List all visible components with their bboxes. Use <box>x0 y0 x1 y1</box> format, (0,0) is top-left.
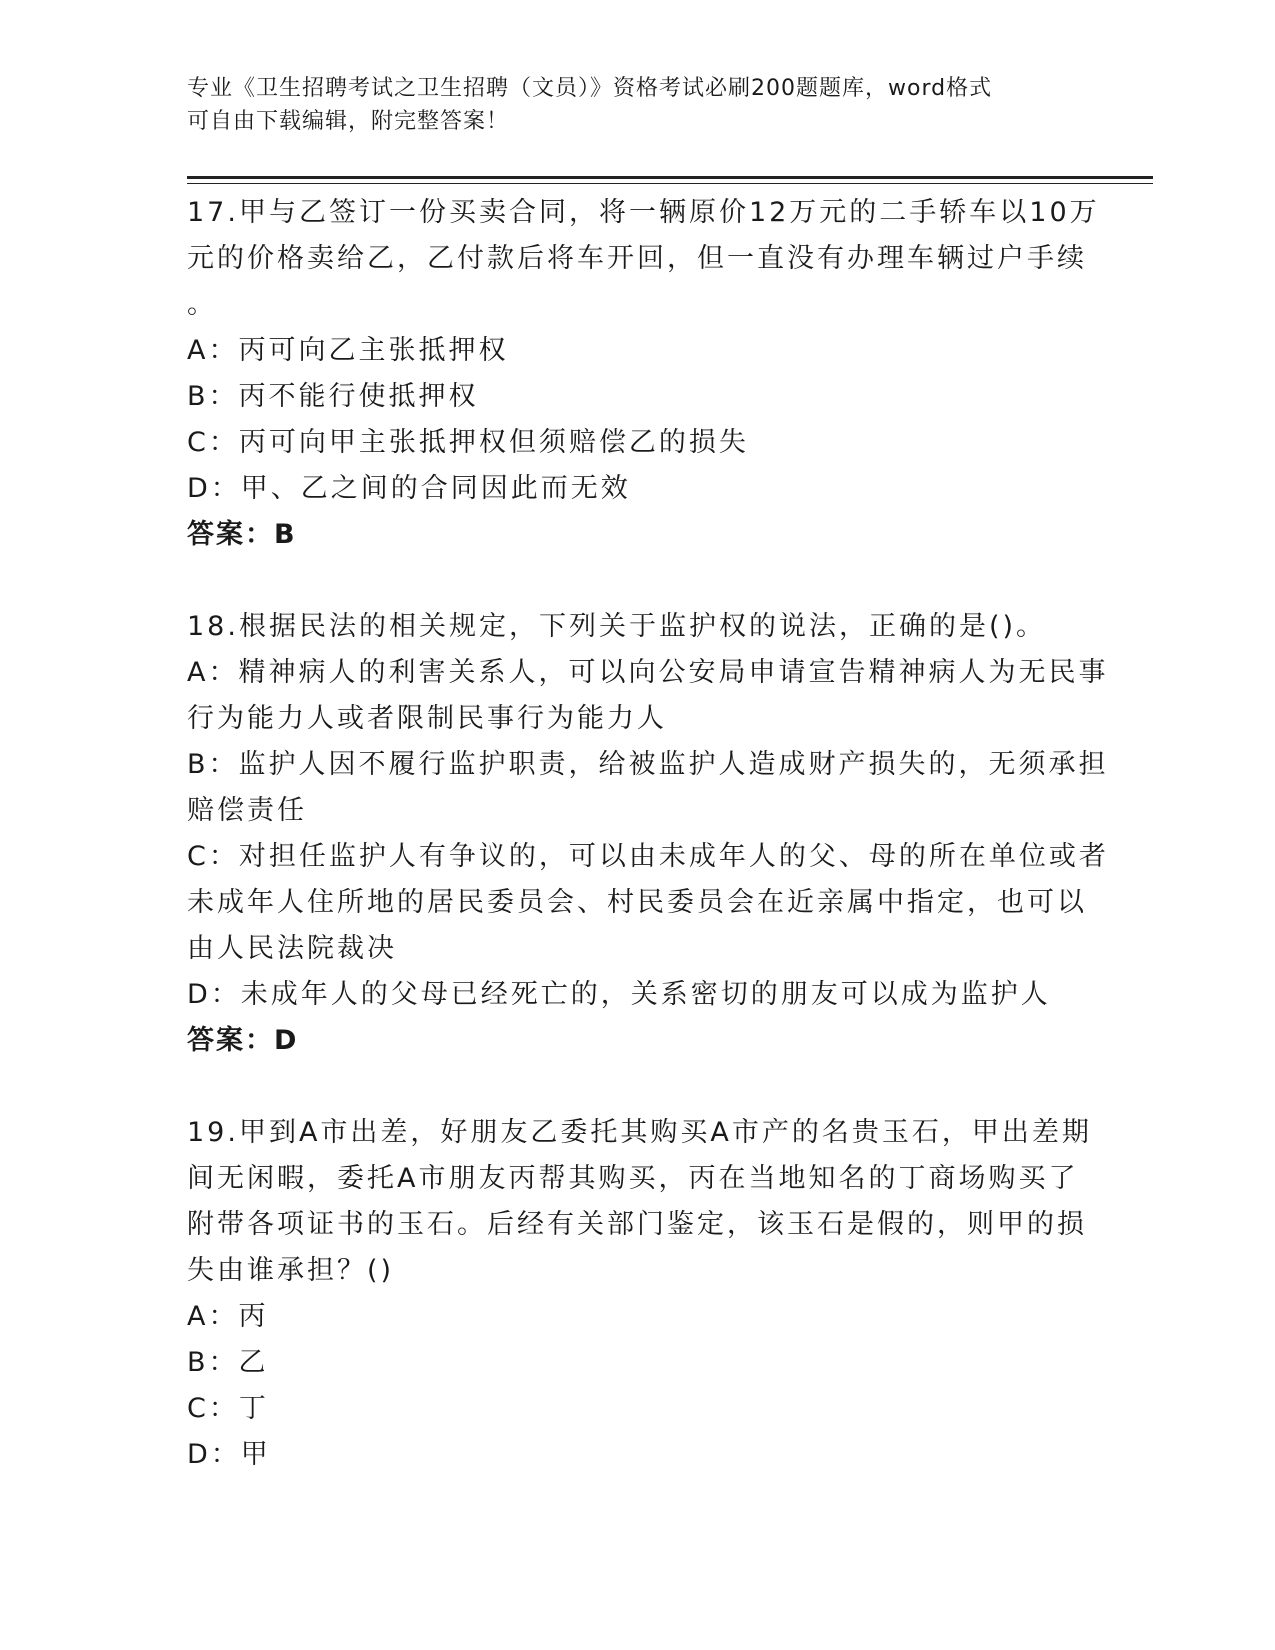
option-line: A：精神病人的利害关系人，可以向公安局申请宣告精神病人为无民事 <box>187 657 1109 688</box>
answer-line: 答案：B <box>187 519 297 550</box>
option-line: 未成年人住所地的居民委员会、村民委员会在近亲属中指定，也可以 <box>187 887 1087 918</box>
question-stem-line: 19.甲到A市出差，好朋友乙委托其购买A市产的名贵玉石，甲出差期 <box>187 1117 1092 1148</box>
option-line: 赔偿责任 <box>187 795 307 826</box>
option-line: D：甲 <box>187 1439 271 1470</box>
option-line: A：丙可向乙主张抵押权 <box>187 335 509 366</box>
question-stem-line: 附带各项证书的玉石。后经有关部门鉴定，该玉石是假的，则甲的损 <box>187 1209 1087 1240</box>
option-line: D：甲、乙之间的合同因此而无效 <box>187 473 631 504</box>
header-rule-thick <box>187 176 1153 179</box>
question-stem-line: 。 <box>187 289 217 320</box>
option-line: A：丙 <box>187 1301 269 1332</box>
question-stem-line: 元的价格卖给乙，乙付款后将车开回，但一直没有办理车辆过户手续 <box>187 243 1087 274</box>
answer-line: 答案：D <box>187 1025 299 1056</box>
question-block <box>187 1110 1092 1478</box>
question-list <box>187 190 1109 1478</box>
option-line: D：未成年人的父母已经死亡的，关系密切的朋友可以成为监护人 <box>187 979 1051 1010</box>
option-line: B：监护人因不履行监护职责，给被监护人造成财产损失的，无须承担 <box>187 749 1109 780</box>
question-stem-line: 18.根据民法的相关规定，下列关于监护权的说法，正确的是()。 <box>187 611 1047 642</box>
document-header <box>187 72 1067 138</box>
option-line: C：丙可向甲主张抵押权但须赔偿乙的损失 <box>187 427 749 458</box>
header-line-1: 专业《卫生招聘考试之卫生招聘（文员）》资格考试必刷200题题库，word格式 <box>187 76 993 101</box>
question-stem-line: 失由谁承担？() <box>187 1255 395 1286</box>
question-block <box>187 190 1100 558</box>
question-stem-line: 17.甲与乙签订一份买卖合同，将一辆原价12万元的二手轿车以10万 <box>187 197 1100 228</box>
option-line: C：丁 <box>187 1393 269 1424</box>
header-line-2: 可自由下载编辑，附完整答案！ <box>187 109 510 134</box>
header-rule-thin <box>187 183 1153 184</box>
option-line: C：对担任监护人有争议的，可以由未成年人的父、母的所在单位或者 <box>187 841 1109 872</box>
question-spacer <box>187 1064 1087 1110</box>
option-line: 由人民法院裁决 <box>187 933 397 964</box>
option-line: B：乙 <box>187 1347 269 1378</box>
option-line: B：丙不能行使抵押权 <box>187 381 479 412</box>
question-stem-line: 间无闲暇，委托A市朋友丙帮其购买，丙在当地知名的丁商场购买了 <box>187 1163 1079 1194</box>
question-block <box>187 604 1109 1064</box>
question-spacer <box>187 558 1087 604</box>
option-line: 行为能力人或者限制民事行为能力人 <box>187 703 667 734</box>
